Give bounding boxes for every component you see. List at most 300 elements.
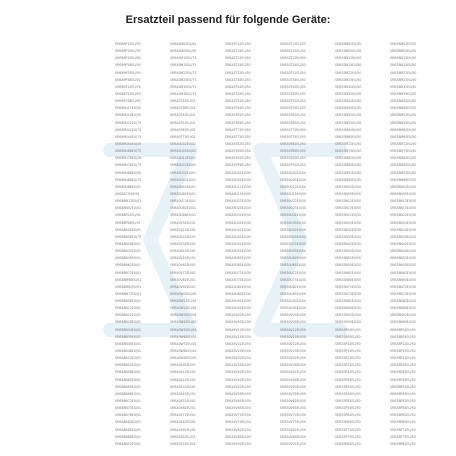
model-number: SMS45T12EU/50: [225, 42, 251, 46]
model-number: SMS58N62EU/50: [390, 270, 416, 275]
model-number: SMS68M62EU/01: [115, 284, 142, 289]
model-number: SMS53P02EU/50: [335, 327, 361, 332]
model-number: SMS58P32EU/50: [390, 370, 416, 375]
model-number: SMS69U88EU/50: [115, 170, 141, 175]
model-number: SMS58N25EU/50: [390, 220, 416, 225]
model-number: SMS40U22EU/01: [170, 163, 196, 168]
model-number: SMS45V62EU/50: [225, 399, 251, 404]
model-number: SMS68N02EU/01: [115, 206, 141, 211]
model-number: SMS40M25EU/73: [170, 77, 197, 82]
model-number: SMS53M42EU/50: [335, 99, 362, 104]
model-number: SMS50T62EU/50: [280, 113, 306, 118]
model-number: SMS69U22EU/73: [115, 120, 141, 125]
model-number: SMS50V15EU/50: [280, 334, 306, 339]
model-number: SMS45U32EU/50: [225, 213, 251, 218]
model-number: SMS58P45EU/50: [390, 391, 416, 396]
model-number: SMS45T65EU/50: [225, 120, 251, 125]
model-number: SMS58N35EU/50: [390, 234, 416, 239]
model-number: SMS50V52EU/50: [280, 384, 306, 389]
model-number: SMS53M85EU/50: [335, 163, 362, 168]
model-number: SMS45V75EU/50: [225, 420, 251, 425]
model-number: SMS45V92EU/50: [225, 441, 251, 446]
model-number: SMS45U22EU/50: [225, 199, 251, 204]
model-number: SMS50V85EU/50: [280, 434, 306, 439]
model-number: SMS45U82EU/50: [225, 284, 251, 289]
model-number: SMS45T32EU/50: [225, 70, 251, 75]
model-number: SMS53P15EU/50: [335, 349, 361, 354]
model-number: SMS50V05EU/50: [280, 320, 306, 325]
model-number: SMS50V45EU/50: [280, 377, 306, 382]
model-number: SMS58M82EU/50: [390, 156, 417, 161]
model-number: SMS40M12EU/73: [170, 56, 197, 61]
model-number: SMS40X22EU/01: [170, 377, 196, 382]
model-number: SMS53M95EU/50: [335, 177, 362, 182]
model-number: SMS45U75EU/50: [225, 277, 251, 282]
model-list: [115, 41, 445, 453]
model-number: SMS45U85EU/50: [225, 291, 251, 296]
model-number: SMS58M72EU/50: [390, 141, 417, 146]
model-number: SMS69U68EU/73: [115, 149, 141, 154]
model-number: SMS40M02EU/50: [170, 42, 197, 46]
model-number: SMS50U45EU/50: [280, 234, 306, 239]
model-number: SMS53M72EU/50: [335, 141, 362, 146]
model-number: SMS53M32EU/50: [335, 84, 362, 89]
model-number: SMS40T62EU/01: [170, 127, 196, 132]
model-number: SMS58N95EU/50: [390, 320, 416, 325]
model-number: SMS53N25EU/50: [335, 220, 361, 225]
model-number: SMS45V85EU/50: [225, 434, 251, 439]
model-number: SMS69U11EU/50: [115, 106, 141, 111]
model-number: SMS68N72EU/01: [115, 270, 141, 275]
model-number: SMS53N15EU/50: [335, 206, 361, 211]
model-number: SMS68N06EU/01: [115, 299, 141, 304]
model-number: SMS45T62EU/50: [225, 113, 251, 118]
model-number: SMS58N65EU/50: [390, 277, 416, 282]
model-number: SMS53M15EU/50: [335, 63, 362, 68]
model-number: SMS68N34EU/01: [115, 327, 141, 332]
model-number: SMS50V22EU/50: [280, 341, 306, 346]
model-number: SMS58P52EU/50: [390, 399, 416, 404]
model-number: SMS58M92EU/50: [390, 170, 417, 175]
model-number: SMS68N48EU/01: [115, 349, 141, 354]
model-number: SMS40V82EU/01: [170, 277, 196, 282]
model-number: SMS45T35EU/50: [225, 77, 251, 82]
model-number: SMS53P52EU/50: [335, 399, 361, 404]
model-number: SMS53N22EU/50: [335, 213, 361, 218]
model-number: SMS53N72EU/50: [335, 284, 361, 289]
model-number: SMS45V55EU/50: [225, 391, 251, 396]
model-number: SMS69U42EU/73: [115, 127, 141, 132]
model-number: SMS45V05EU/50: [225, 320, 251, 325]
model-number: SMS45U55EU/50: [225, 249, 251, 254]
model-number: SMS69U18EU/50: [115, 113, 141, 118]
model-number: SMS68N88EU/01: [115, 434, 141, 439]
model-number: SMS40X42EU/01: [170, 391, 196, 396]
model-number: SMS40V72EU/01: [170, 270, 196, 275]
model-number: SMS58M95EU/50: [390, 177, 417, 182]
model-number: SMS50T65EU/50: [280, 120, 306, 125]
model-number: SMS58N52EU/50: [390, 256, 416, 261]
model-column: [335, 41, 389, 453]
model-number: SMS45V45EU/50: [225, 377, 251, 382]
model-number: SMS53N82EU/50: [335, 299, 361, 304]
model-number: SMS53N55EU/50: [335, 263, 361, 268]
model-number: SMS58P25EU/50: [390, 363, 416, 368]
model-number: SMS53N32EU/50: [335, 227, 361, 232]
model-number: SMS50U25EU/50: [280, 206, 306, 211]
model-number: SMS45U72EU/50: [225, 270, 251, 275]
model-number: SMS40V02EU/01: [170, 220, 196, 225]
model-number: SMS45T42EU/50: [225, 84, 251, 89]
model-number: SMS40Y12EU/01: [170, 441, 196, 446]
model-number: SMS45U05EU/50: [225, 177, 251, 182]
model-number: SMS45T92EU/50: [225, 156, 251, 161]
model-number: SMS50T32EU/50: [280, 70, 306, 75]
model-number: SMS40U62EU/01: [170, 191, 196, 196]
model-number: SMS50U32EU/50: [280, 213, 306, 218]
model-number: SMS40W02EU/01: [170, 291, 197, 296]
model-number: SMS53N62EU/50: [335, 270, 361, 275]
model-number: SMS68N06EU/73: [115, 234, 141, 239]
model-number: SMS58N92EU/50: [390, 313, 416, 318]
model-number: SMS50V82EU/50: [280, 427, 306, 432]
model-number: SMS53N12EU/50: [335, 199, 361, 204]
model-number: SMS50U62EU/50: [280, 256, 306, 261]
model-number: SMS58M32EU/50: [390, 84, 417, 89]
model-number: SMS45T22EU/50: [225, 56, 251, 61]
model-number: SMS50U85EU/50: [280, 291, 306, 296]
model-number: SMS40U82EU/01: [170, 206, 196, 211]
model-number: SMS50T12EU/50: [280, 42, 306, 46]
model-number: SMS68N68EU/01: [115, 391, 141, 396]
model-number: SMS50U92EU/50: [280, 299, 306, 304]
model-number: SMS40T38EU/01: [170, 106, 196, 111]
model-number: SMS68N45EU/01: [115, 256, 141, 261]
model-number: SMS68N05EU/01: [115, 227, 141, 232]
model-number: SMS45U65EU/50: [225, 263, 251, 268]
model-number: SMS50T82EU/50: [280, 141, 306, 146]
model-number: SMS50V75EU/50: [280, 420, 306, 425]
model-number: SMS40W82EU/01: [170, 349, 197, 354]
model-number: SMS53N75EU/50: [335, 291, 361, 296]
model-number: SMS40U02EU/01: [170, 141, 196, 146]
model-column: [170, 41, 224, 453]
model-number: SMS58N12EU/50: [390, 199, 416, 204]
model-number: SMS53M45EU/50: [335, 106, 362, 111]
model-number: SMS53P12EU/50: [335, 341, 361, 346]
model-number: SMS58M85EU/50: [390, 163, 417, 168]
page-title: Ersatzteil passend für folgende Geräte:: [125, 14, 331, 26]
model-number: SMS53M62EU/50: [335, 127, 362, 132]
model-number: SMS58P72EU/50: [390, 427, 416, 432]
model-number: SMS40V12EU/01: [170, 227, 196, 232]
model-number: SMS45T52EU/50: [225, 99, 251, 104]
model-number: SMS50V12EU/50: [280, 327, 306, 332]
model-number: SMS40T72EU/01: [170, 134, 196, 139]
model-number: SMS58P02EU/50: [390, 327, 416, 332]
model-number: SMS45U25EU/50: [225, 206, 251, 211]
model-number: SMS50U35EU/50: [280, 220, 306, 225]
model-number: SMS58P12EU/50: [390, 341, 416, 346]
model-number: SMS40X72EU/01: [170, 413, 196, 418]
model-number: SMS69T28EU/50: [115, 99, 141, 104]
model-number: SMS68N45EU/01: [115, 341, 141, 346]
model-number: SMS68N85EU/01: [115, 427, 141, 432]
model-number: SMS53M02EU/50: [335, 42, 362, 46]
model-number: SMS68N28EU/01: [115, 320, 141, 325]
model-number: SMS50U15EU/50: [280, 191, 306, 196]
model-number: SMS45V35EU/50: [225, 363, 251, 368]
model-number: SMS68N12EU/01: [115, 306, 141, 311]
model-number: SMS40W32EU/01: [170, 313, 197, 318]
model-number: SMS58N05EU/50: [390, 191, 416, 196]
model-number: SMS45V52EU/50: [225, 384, 251, 389]
model-number: SMS68N55EU/01: [115, 363, 141, 368]
model-number: SMS53N95EU/50: [335, 320, 361, 325]
model-number: SMS58M35EU/50: [390, 91, 417, 96]
model-number: SMS50V72EU/50: [280, 413, 306, 418]
model-number: SMS53P75EU/50: [335, 434, 361, 439]
model-number: SMS69U88EU/73: [115, 177, 141, 182]
model-number: SMS53M35EU/50: [335, 91, 362, 96]
model-number: SMS68P22EU/01: [115, 213, 141, 218]
model-number: SMS69P28EU/01: [115, 77, 141, 82]
model-number: SMS58P75EU/50: [390, 434, 416, 439]
model-number: SMS45U52EU/50: [225, 241, 251, 246]
model-number: SMS40W92EU/01: [170, 356, 197, 361]
model-number: SMS40T52EU/01: [170, 120, 196, 125]
model-number: SMS45V65EU/50: [225, 406, 251, 411]
model-number: SMS50T22EU/50: [280, 56, 306, 61]
model-number: SMS58N85EU/50: [390, 306, 416, 311]
model-number: SMS69U44EU/50: [115, 141, 141, 146]
model-number: SMS50T15EU/50: [280, 49, 306, 54]
model-number: SMS50T85EU/50: [280, 149, 306, 154]
model-number: SMS68N62EU/01: [115, 377, 141, 382]
model-number: SMS68N82EU/01: [115, 420, 141, 425]
model-number: SMS53M65EU/50: [335, 134, 362, 139]
model-number: SMS50V92EU/50: [280, 441, 306, 446]
model-number: SMS58M42EU/50: [390, 99, 417, 104]
model-number: SMS69T12EU/76: [115, 84, 141, 89]
model-number: SMS50T42EU/50: [280, 84, 306, 89]
model-number: SMS40U12EU/01: [170, 156, 196, 161]
model-number: SMS50U42EU/50: [280, 227, 306, 232]
model-number: SMS58N55EU/50: [390, 263, 416, 268]
model-number: SMS50U55EU/50: [280, 249, 306, 254]
model-number: SMS68N32EU/01: [115, 249, 141, 254]
model-number: SMS50V25EU/50: [280, 349, 306, 354]
model-number: SMS53M22EU/50: [335, 70, 362, 75]
model-number: SMS69U78EU/73: [115, 163, 141, 168]
model-number: SMS58N22EU/50: [390, 213, 416, 218]
model-number: SMS69P25EU/50: [115, 70, 141, 75]
model-number: SMS68M12EU/01: [115, 199, 142, 204]
model-number: SMS50V02EU/50: [280, 313, 306, 318]
model-number: SMS53M82EU/50: [335, 156, 362, 161]
model-number: SMS50U72EU/50: [280, 270, 306, 275]
model-number: SMS50T95EU/50: [280, 163, 306, 168]
model-number: SMS53P35EU/50: [335, 377, 361, 382]
model-number: SMS50T72EU/50: [280, 127, 306, 132]
model-number: SMS68N65EU/01: [115, 384, 141, 389]
model-number: SMS45U42EU/50: [225, 227, 251, 232]
model-number: SMS45V82EU/50: [225, 427, 251, 432]
model-number: SMS40X62EU/01: [170, 406, 196, 411]
model-number: SMS58N42EU/50: [390, 241, 416, 246]
model-number: SMS53M75EU/50: [335, 149, 362, 154]
model-number: SMS53N05EU/50: [335, 191, 361, 196]
model-number: SMS50T52EU/50: [280, 99, 306, 104]
model-number: SMS40U05EU/01: [170, 149, 196, 154]
model-column: [115, 41, 169, 453]
model-number: SMS58M25EU/50: [390, 77, 417, 82]
model-column: [225, 41, 279, 453]
model-number: SMS50V65EU/50: [280, 406, 306, 411]
model-number: SMS50U02EU/50: [280, 170, 306, 175]
model-number: SMS45V32EU/50: [225, 356, 251, 361]
model-number: SMS45V42EU/50: [225, 370, 251, 375]
model-number: SMS50U82EU/50: [280, 284, 306, 289]
model-number: SMS53P62EU/50: [335, 413, 361, 418]
model-number: SMS68M72EU/01: [115, 291, 142, 296]
model-number: SMS45V25EU/50: [225, 349, 251, 354]
model-number: SMS53P82EU/50: [335, 441, 361, 446]
model-number: SMS40V32EU/01: [170, 241, 196, 246]
model-number: SMS40X92EU/01: [170, 427, 196, 432]
model-number: SMS58P62EU/50: [390, 413, 416, 418]
model-number: SMS40W12EU/01: [170, 299, 197, 304]
model-number: SMS45T82EU/50: [225, 141, 251, 146]
model-number: SMS50T92EU/50: [280, 156, 306, 161]
model-column: [390, 41, 444, 453]
model-number: SMS45T25EU/50: [225, 63, 251, 68]
model-number: SMS58N72EU/50: [390, 284, 416, 289]
model-number: SMS40Y02EU/01: [170, 434, 196, 439]
model-number: SMS40V92EU/01: [170, 284, 196, 289]
model-number: SMS40W22EU/01: [170, 306, 197, 311]
model-number: SMS53N42EU/50: [335, 241, 361, 246]
model-number: SMS40X32EU/01: [170, 384, 196, 389]
model-number: SMS45U92EU/50: [225, 299, 251, 304]
model-number: SMS40V22EU/01: [170, 234, 196, 239]
model-number: SMS45U12EU/50: [225, 184, 251, 189]
model-number: SMS53P05EU/50: [335, 334, 361, 339]
model-number: SMS45U45EU/50: [225, 234, 251, 239]
model-number: SMS40U72EU/01: [170, 199, 196, 204]
model-number: SMS68N58EU/01: [115, 370, 141, 375]
model-number: SMS69U44EU/73: [115, 134, 141, 139]
model-number: SMS45U62EU/50: [225, 256, 251, 261]
model-number: SMS40M15EU/75: [170, 63, 197, 68]
model-number: SMS40W62EU/01: [170, 334, 197, 339]
model-number: SMS45U15EU/50: [225, 191, 251, 196]
model-number: SMS45T55EU/50: [225, 106, 251, 111]
model-number: SMS40M22EU/73: [170, 70, 197, 75]
model-number: SMS45T75EU/50: [225, 134, 251, 139]
model-number: SMS53N85EU/50: [335, 306, 361, 311]
model-number: SMS53M52EU/50: [335, 113, 362, 118]
model-number: SMS45T72EU/50: [225, 127, 251, 132]
model-number: SMS45T85EU/50: [225, 149, 251, 154]
model-number: SMS50U65EU/50: [280, 263, 306, 268]
model-number: SMS58P65EU/50: [390, 420, 416, 425]
model-number: SMS58P05EU/50: [390, 334, 416, 339]
model-number: SMS53P25EU/50: [335, 363, 361, 368]
model-number: SMS40X12EU/01: [170, 370, 196, 375]
model-number: SMS50V32EU/50: [280, 356, 306, 361]
model-number: SMS40M32EU/73: [170, 84, 197, 89]
model-number: SMS50T75EU/50: [280, 134, 306, 139]
model-number: SMS58M52EU/50: [390, 113, 417, 118]
model-number: SMS53P72EU/50: [335, 427, 361, 432]
model-number: SMS40T32EU/01: [170, 99, 196, 104]
model-number: SMS58P42EU/50: [390, 384, 416, 389]
model-number: SMS58M45EU/50: [390, 106, 417, 111]
model-number: SMS45V02EU/50: [225, 313, 251, 318]
model-number: SMS45V12EU/50: [225, 327, 251, 332]
model-number: SMS40T42EU/01: [170, 113, 196, 118]
model-number: SMS53N52EU/50: [335, 256, 361, 261]
model-number: SMS68M58EU/01: [115, 277, 142, 282]
model-number: SMS53M92EU/50: [335, 170, 362, 175]
model-number: SMS40M35EU/73: [170, 91, 197, 96]
model-number: SMS58M02EU/50: [390, 42, 417, 46]
model-number: SMS50T45EU/50: [280, 91, 306, 96]
model-number: SMS40V42EU/01: [170, 249, 196, 254]
model-number: SMS40U32EU/01: [170, 170, 196, 175]
model-number: SMS40M05EU/50: [170, 49, 197, 54]
model-number: SMS50U52EU/50: [280, 241, 306, 246]
model-number: SMS40W52EU/01: [170, 327, 197, 332]
model-number: SMS50U12EU/50: [280, 184, 306, 189]
model-number: SMS53P45EU/50: [335, 391, 361, 396]
model-number: SMS53N35EU/50: [335, 234, 361, 239]
model-number: SMS50V62EU/50: [280, 399, 306, 404]
model-number: SMS53M12EU/50: [335, 56, 362, 61]
model-number: SMS50T35EU/50: [280, 77, 306, 82]
model-number: SMS69U78EU/26: [115, 156, 141, 161]
model-number: SMS58M15EU/50: [390, 63, 417, 68]
model-number: SMS58M75EU/50: [390, 149, 417, 154]
model-number: SMS58M55EU/50: [390, 120, 417, 125]
model-number: SMS40U42EU/01: [170, 177, 196, 182]
model-number: SMS40X82EU/01: [170, 420, 196, 425]
model-number: SMS50V55EU/50: [280, 391, 306, 396]
model-number: SMS45V22EU/50: [225, 341, 251, 346]
model-number: SMS45T15EU/50: [225, 49, 251, 54]
model-number: SMS68P58EU/01: [115, 220, 141, 225]
model-number: SMS40V52EU/01: [170, 256, 196, 261]
model-number: SMS45U35EU/50: [225, 220, 251, 225]
model-number: SMS68N92EU/01: [115, 441, 141, 446]
model-number: SMS50T25EU/50: [280, 63, 306, 68]
model-number: SMS58M05EU/50: [390, 49, 417, 54]
model-number: SMS58N45EU/50: [390, 249, 416, 254]
model-number: SMS58M22EU/50: [390, 70, 417, 75]
model-number: SMS58P55EU/50: [390, 406, 416, 411]
model-number: SMS45V15EU/50: [225, 334, 251, 339]
model-number: SMS58P35EU/50: [390, 377, 416, 382]
model-number: SMS50V42EU/50: [280, 370, 306, 375]
model-number: SMS50U05EU/50: [280, 177, 306, 182]
model-number: SMS45T45EU/50: [225, 91, 251, 96]
model-number: SMS58P22EU/50: [390, 356, 416, 361]
model-number: SMS53N02EU/50: [335, 184, 361, 189]
model-number: SMS69P15EU/50: [115, 49, 141, 54]
model-number: SMS68N52EU/01: [115, 356, 141, 361]
model-number: SMS40V62EU/01: [170, 263, 196, 268]
